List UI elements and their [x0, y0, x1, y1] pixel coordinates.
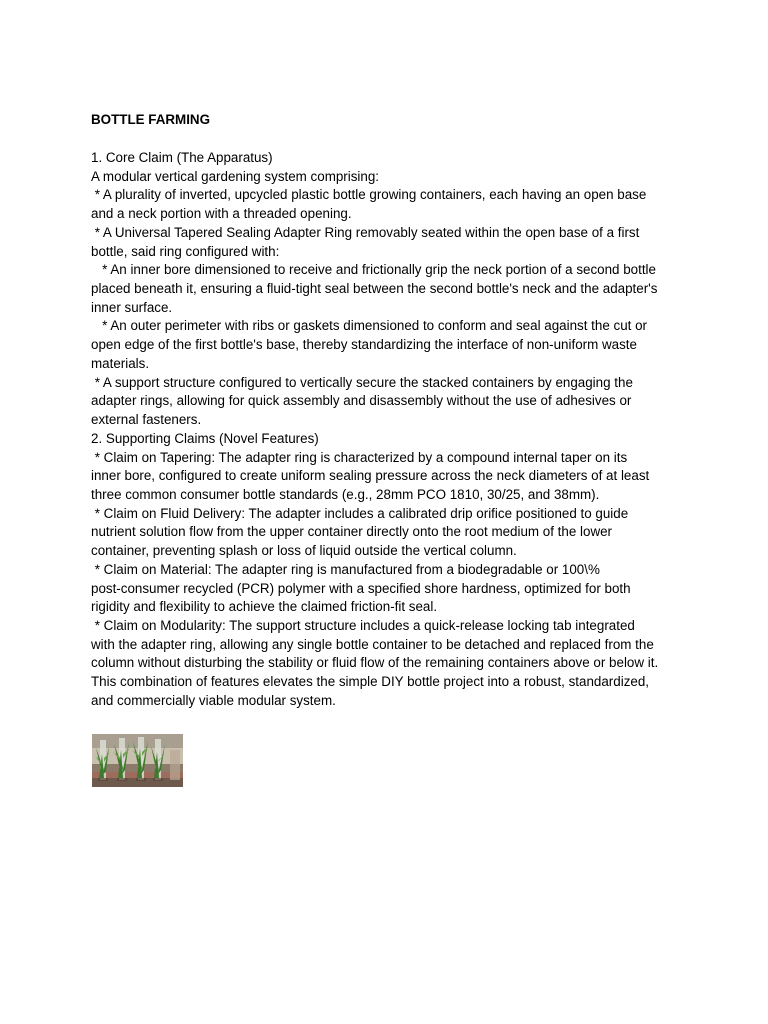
body-line: placed beneath it, ensuring a fluid-tight seal between the second bottle's neck and the adapter's	[91, 281, 658, 297]
body-line: post-consumer recycled (PCR) polymer with a specified shore hardness, optimized for both	[91, 580, 631, 596]
body-line: container, preventing splash or loss of liquid outside the vertical column.	[91, 543, 517, 559]
body-line: and commercially viable modular system.	[91, 692, 336, 708]
body-line: inner surface.	[91, 299, 173, 315]
document-body	[91, 149, 691, 711]
bottle-farming-photo	[92, 734, 183, 787]
body-line: column without disturbing the stability or fluid flow of the remaining containers above or below it.	[91, 655, 659, 671]
body-line: * A plurality of inverted, upcycled plastic bottle growing containers, each having an open base	[91, 187, 647, 203]
body-line: This combination of features elevates the simple DIY bottle project into a robust, standardized,	[91, 674, 649, 690]
body-line: * A support structure configured to vertically secure the stacked containers by engaging the	[91, 374, 633, 390]
body-line: rigidity and flexibility to achieve the claimed friction-fit seal.	[91, 599, 438, 615]
body-line: 2. Supporting Claims (Novel Features)	[91, 430, 319, 446]
body-line: * A Universal Tapered Sealing Adapter Ring removably seated within the open base of a first	[91, 224, 640, 240]
body-line: three common consumer bottle standards (e.g., 28mm PCO 1810, 30/25, and 38mm).	[91, 486, 600, 502]
body-line: * An inner bore dimensioned to receive and frictionally grip the neck portion of a second bottle	[91, 262, 656, 278]
body-line: nutrient solution flow from the upper container directly onto the root medium of the lower	[91, 524, 613, 540]
document-title: BOTTLE FARMING	[91, 112, 211, 127]
body-line: with the adapter ring, allowing any single bottle container to be detached and replaced from the	[91, 636, 654, 652]
body-line: A modular vertical gardening system comprising:	[91, 168, 380, 184]
body-line: and a neck portion with a threaded opening.	[91, 206, 352, 222]
body-line: external fasteners.	[91, 412, 202, 428]
body-line: 1. Core Claim (The Apparatus)	[91, 150, 273, 165]
body-line: bottle, said ring configured with:	[91, 243, 280, 259]
body-line: * An outer perimeter with ribs or gaskets dimensioned to conform and seal against the cut or	[91, 318, 647, 334]
body-line: * Claim on Material: The adapter ring is manufactured from a biodegradable or 100\%	[91, 561, 600, 577]
body-line: adapter rings, allowing for quick assembly and disassembly without the use of adhesives or	[91, 393, 632, 409]
body-line: inner bore, configured to create uniform sealing pressure across the neck diameters of at least	[91, 468, 650, 484]
body-line: * Claim on Fluid Delivery: The adapter includes a calibrated drip orifice positioned to guide	[91, 505, 629, 521]
body-line: materials.	[91, 355, 150, 371]
body-line: * Claim on Tapering: The adapter ring is characterized by a compound internal taper on its	[91, 449, 628, 465]
body-line: * Claim on Modularity: The support structure includes a quick-release locking tab integrated	[91, 617, 635, 633]
body-line: open edge of the first bottle's base, thereby standardizing the interface of non-uniform waste	[91, 337, 637, 353]
